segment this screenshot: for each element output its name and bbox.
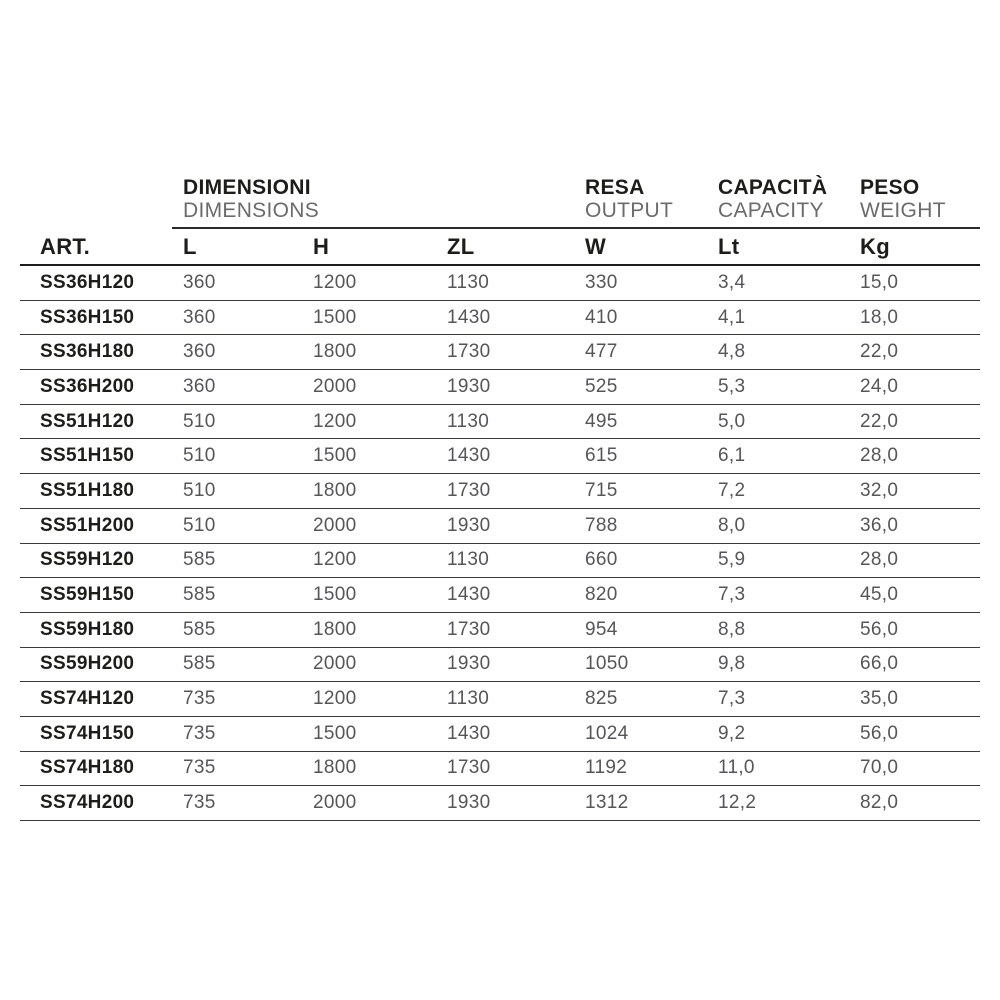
value-cell-w: 1024 bbox=[585, 722, 629, 744]
value-cell-zl: 1930 bbox=[447, 375, 491, 397]
value-cell-zl: 1430 bbox=[447, 445, 491, 467]
value-cell-l: 735 bbox=[183, 757, 216, 779]
value-cell-w: 1312 bbox=[585, 792, 629, 814]
value-cell-l: 360 bbox=[183, 306, 216, 328]
art-cell: SS36H120 bbox=[40, 271, 135, 293]
value-cell-h: 2000 bbox=[313, 375, 357, 397]
art-cell: SS36H200 bbox=[40, 375, 135, 397]
value-cell-w: 1050 bbox=[585, 653, 629, 675]
value-cell-lt: 7,2 bbox=[718, 479, 746, 501]
column-header-art: ART. bbox=[40, 233, 91, 259]
value-cell-zl: 1130 bbox=[447, 688, 490, 710]
value-cell-h: 1500 bbox=[313, 445, 357, 467]
value-cell-l: 735 bbox=[183, 792, 216, 814]
value-cell-h: 1800 bbox=[313, 618, 357, 640]
value-cell-lt: 4,8 bbox=[718, 341, 746, 363]
table-row bbox=[20, 335, 980, 370]
value-cell-kg: 28,0 bbox=[860, 549, 899, 571]
value-cell-kg: 56,0 bbox=[860, 618, 899, 640]
table-row bbox=[20, 266, 980, 301]
table-row bbox=[20, 509, 980, 544]
value-cell-kg: 36,0 bbox=[860, 514, 899, 536]
value-cell-zl: 1130 bbox=[447, 549, 490, 571]
value-cell-kg: 66,0 bbox=[860, 653, 899, 675]
value-cell-kg: 22,0 bbox=[860, 410, 899, 432]
table-row bbox=[20, 613, 980, 648]
value-cell-lt: 9,8 bbox=[718, 653, 746, 675]
art-cell: SS59H200 bbox=[40, 653, 135, 675]
value-cell-zl: 1430 bbox=[447, 306, 491, 328]
value-cell-w: 495 bbox=[585, 410, 618, 432]
value-cell-lt: 7,3 bbox=[718, 584, 746, 606]
art-cell: SS74H120 bbox=[40, 688, 135, 710]
value-cell-w: 825 bbox=[585, 688, 618, 710]
value-cell-l: 585 bbox=[183, 653, 216, 675]
art-cell: SS74H150 bbox=[40, 722, 135, 744]
table-group-header bbox=[20, 176, 980, 227]
value-cell-h: 1800 bbox=[313, 341, 357, 363]
value-cell-lt: 5,9 bbox=[718, 549, 746, 571]
value-cell-kg: 22,0 bbox=[860, 341, 899, 363]
value-cell-l: 510 bbox=[183, 514, 216, 536]
column-header-l: L bbox=[183, 233, 197, 259]
group-capacity-label-it: CAPACITÀ bbox=[718, 176, 828, 199]
value-cell-l: 510 bbox=[183, 410, 216, 432]
group-dimensions-label-en: DIMENSIONS bbox=[183, 199, 320, 222]
value-cell-l: 510 bbox=[183, 479, 216, 501]
value-cell-w: 820 bbox=[585, 584, 618, 606]
value-cell-zl: 1130 bbox=[447, 410, 490, 432]
value-cell-h: 1500 bbox=[313, 584, 357, 606]
value-cell-zl: 1730 bbox=[447, 618, 491, 640]
value-cell-kg: 24,0 bbox=[860, 375, 899, 397]
table-row bbox=[20, 544, 980, 579]
value-cell-w: 715 bbox=[585, 479, 618, 501]
table-row bbox=[20, 752, 980, 787]
art-cell: SS74H200 bbox=[40, 792, 135, 814]
table-row bbox=[20, 370, 980, 405]
value-cell-zl: 1430 bbox=[447, 584, 491, 606]
value-cell-w: 477 bbox=[585, 341, 618, 363]
value-cell-l: 360 bbox=[183, 375, 216, 397]
value-cell-kg: 32,0 bbox=[860, 479, 899, 501]
value-cell-kg: 28,0 bbox=[860, 445, 899, 467]
value-cell-h: 1200 bbox=[313, 549, 357, 571]
column-header-lt: Lt bbox=[718, 233, 740, 259]
value-cell-kg: 35,0 bbox=[860, 688, 899, 710]
value-cell-h: 1800 bbox=[313, 757, 357, 779]
value-cell-h: 1200 bbox=[313, 410, 357, 432]
group-dimensions bbox=[183, 176, 585, 222]
value-cell-zl: 1730 bbox=[447, 341, 491, 363]
column-header-h: H bbox=[313, 233, 330, 259]
group-weight bbox=[860, 176, 980, 222]
group-weight-label-en: WEIGHT bbox=[860, 199, 946, 222]
value-cell-kg: 56,0 bbox=[860, 722, 899, 744]
art-cell: SS36H180 bbox=[40, 341, 135, 363]
value-cell-zl: 1730 bbox=[447, 479, 491, 501]
value-cell-lt: 6,1 bbox=[718, 445, 746, 467]
group-output-label-it: RESA bbox=[585, 176, 645, 199]
value-cell-w: 660 bbox=[585, 549, 618, 571]
table-row bbox=[20, 578, 980, 613]
value-cell-w: 410 bbox=[585, 306, 618, 328]
group-output bbox=[585, 176, 718, 222]
value-cell-kg: 18,0 bbox=[860, 306, 899, 328]
value-cell-lt: 11,0 bbox=[718, 757, 755, 779]
value-cell-h: 2000 bbox=[313, 792, 357, 814]
art-cell: SS59H120 bbox=[40, 549, 135, 571]
value-cell-lt: 3,4 bbox=[718, 271, 746, 293]
value-cell-h: 1500 bbox=[313, 722, 357, 744]
table-row bbox=[20, 439, 980, 474]
value-cell-lt: 4,1 bbox=[718, 306, 746, 328]
value-cell-lt: 8,8 bbox=[718, 618, 746, 640]
art-cell: SS36H150 bbox=[40, 306, 135, 328]
column-header-kg: Kg bbox=[860, 233, 890, 259]
group-dimensions-label-it: DIMENSIONI bbox=[183, 176, 311, 199]
value-cell-kg: 15,0 bbox=[860, 271, 899, 293]
group-spacer bbox=[20, 176, 183, 222]
value-cell-l: 735 bbox=[183, 722, 216, 744]
art-cell: SS59H180 bbox=[40, 618, 135, 640]
value-cell-lt: 5,0 bbox=[718, 410, 746, 432]
art-cell: SS74H180 bbox=[40, 757, 135, 779]
table-row bbox=[20, 648, 980, 683]
value-cell-zl: 1930 bbox=[447, 792, 491, 814]
group-output-label-en: OUTPUT bbox=[585, 199, 674, 222]
value-cell-l: 585 bbox=[183, 618, 216, 640]
value-cell-l: 510 bbox=[183, 445, 216, 467]
table-row bbox=[20, 301, 980, 336]
group-capacity-label-en: CAPACITY bbox=[718, 199, 824, 222]
table-column-header-row bbox=[20, 229, 980, 266]
art-cell: SS51H200 bbox=[40, 514, 135, 536]
value-cell-zl: 1430 bbox=[447, 722, 491, 744]
value-cell-lt: 9,2 bbox=[718, 722, 746, 744]
value-cell-l: 585 bbox=[183, 549, 216, 571]
spec-table bbox=[20, 176, 980, 821]
group-capacity bbox=[718, 176, 860, 222]
value-cell-w: 330 bbox=[585, 271, 618, 293]
art-cell: SS51H180 bbox=[40, 479, 135, 501]
value-cell-h: 2000 bbox=[313, 514, 357, 536]
value-cell-w: 1192 bbox=[585, 757, 628, 779]
art-cell: SS59H150 bbox=[40, 584, 135, 606]
column-header-zl: ZL bbox=[447, 233, 475, 259]
value-cell-zl: 1930 bbox=[447, 653, 491, 675]
value-cell-zl: 1730 bbox=[447, 757, 491, 779]
group-weight-label-it: PESO bbox=[860, 176, 920, 199]
value-cell-w: 788 bbox=[585, 514, 618, 536]
value-cell-h: 2000 bbox=[313, 653, 357, 675]
table-row bbox=[20, 682, 980, 717]
column-header-w: W bbox=[585, 233, 607, 259]
value-cell-w: 615 bbox=[585, 445, 618, 467]
value-cell-l: 585 bbox=[183, 584, 216, 606]
table-body bbox=[20, 266, 980, 821]
value-cell-lt: 5,3 bbox=[718, 375, 746, 397]
value-cell-h: 1800 bbox=[313, 479, 357, 501]
value-cell-l: 735 bbox=[183, 688, 216, 710]
value-cell-h: 1500 bbox=[313, 306, 357, 328]
table-row bbox=[20, 786, 980, 821]
value-cell-zl: 1930 bbox=[447, 514, 491, 536]
value-cell-zl: 1130 bbox=[447, 271, 490, 293]
table-row bbox=[20, 474, 980, 509]
value-cell-l: 360 bbox=[183, 271, 216, 293]
value-cell-h: 1200 bbox=[313, 271, 357, 293]
art-cell: SS51H150 bbox=[40, 445, 135, 467]
value-cell-lt: 7,3 bbox=[718, 688, 746, 710]
value-cell-lt: 12,2 bbox=[718, 792, 757, 814]
value-cell-lt: 8,0 bbox=[718, 514, 746, 536]
value-cell-w: 525 bbox=[585, 375, 618, 397]
table-row bbox=[20, 717, 980, 752]
value-cell-w: 954 bbox=[585, 618, 618, 640]
art-cell: SS51H120 bbox=[40, 410, 135, 432]
value-cell-l: 360 bbox=[183, 341, 216, 363]
value-cell-kg: 45,0 bbox=[860, 584, 899, 606]
table-row bbox=[20, 405, 980, 440]
value-cell-h: 1200 bbox=[313, 688, 357, 710]
value-cell-kg: 70,0 bbox=[860, 757, 899, 779]
value-cell-kg: 82,0 bbox=[860, 792, 899, 814]
